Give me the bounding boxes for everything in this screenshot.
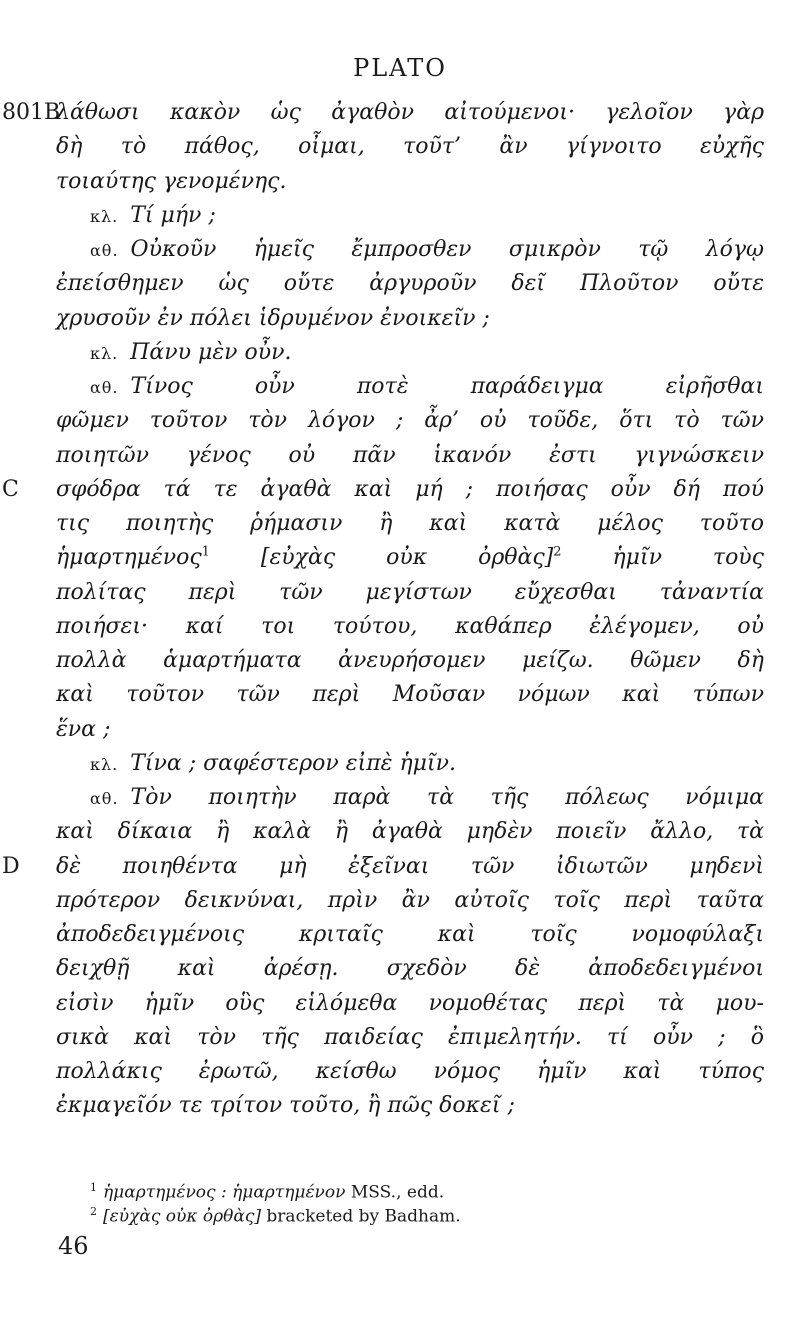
text-line: [2, 473, 764, 507]
text-line: [56, 815, 764, 849]
footnote-ref: 1: [201, 544, 210, 560]
text-line: [56, 576, 764, 610]
text-line: [56, 336, 764, 370]
line-text: τοιαύτης γενομένης.: [56, 168, 287, 194]
line-text: ἐκμαγεῖόν τε τρίτον τοῦτο, ἢ πῶς δοκεῖ ;: [56, 1093, 515, 1119]
footnote-number: 2: [90, 1205, 97, 1218]
line-text: δὲ ποιηθέντα μὴ ἐξεῖναι τῶν ἰδιωτῶν μηδενὶ: [56, 853, 764, 879]
text-line: [56, 404, 764, 438]
footnote-text: MSS., edd.: [345, 1182, 445, 1203]
text-line: [56, 644, 764, 678]
footnote-ref: 2: [553, 544, 562, 560]
line-text: ποιητῶν γένος οὐ πᾶν ἱκανόν ἐστι γιγνώσκειν: [56, 442, 764, 468]
text-line: [56, 987, 764, 1021]
text-line: [56, 302, 764, 336]
text-line: [56, 747, 764, 781]
text-line: [56, 541, 764, 575]
text-line: [56, 370, 764, 404]
stephanus-marker: C: [2, 476, 19, 502]
line-text: ἕνα ;: [56, 716, 111, 742]
text-line: [56, 918, 764, 952]
line-text: πρότερον δεικνύναι, πρὶν ἂν αὐτοῖς τοῖς περὶ ταῦτα: [56, 887, 764, 913]
line-text: Τίνος οὖν ποτὲ παράδειγμα εἰρῆσθαι: [130, 374, 764, 399]
line-text: Τί μήν ;: [130, 202, 216, 228]
text-line: [56, 678, 764, 712]
line-text: δὴ τὸ πάθος, οἶμαι, τοῦτ’ ἂν γίγνοιτο εὐχῆς: [56, 134, 764, 160]
footnotes: [56, 1176, 764, 1227]
text-line: [56, 165, 764, 199]
line-text: πολίτας περὶ τῶν μεγίστων εὔχεσθαι τἀναντία: [56, 579, 764, 605]
text-line: [56, 439, 764, 473]
line-text: καὶ δίκαια ἢ καλὰ ἢ ἀγαθὰ μηδὲν ποιεῖν ἄλλο, τὰ: [56, 819, 764, 845]
text-line: [56, 267, 764, 301]
line-text: ἡμῖν τοὺς: [561, 545, 765, 571]
speaker-label: αθ.: [90, 789, 119, 808]
text-line: [56, 1021, 764, 1055]
text-line: [56, 233, 764, 267]
speaker-label: αθ.: [90, 241, 119, 260]
line-text: [εὐχὰς οὐκ ὀρθὰς]: [209, 545, 554, 571]
text-line: [56, 507, 764, 541]
text-line: [56, 1089, 764, 1123]
line-text: δειχθῇ καὶ ἀρέσῃ. σχεδὸν δὲ ἀποδεδειγμένοι: [56, 956, 764, 982]
text-line: [2, 96, 764, 130]
text-line: [56, 1055, 764, 1089]
line-text: καὶ τοῦτον τῶν περὶ Μοῦσαν νόμων καὶ τύπων: [56, 682, 764, 708]
line-text: Τίνα ; σαφέστερον εἰπὲ ἡμῖν.: [130, 750, 456, 776]
running-head: PLATO: [353, 54, 447, 82]
footnote: [56, 1200, 764, 1227]
text-line: [56, 610, 764, 644]
line-text: πολλάκις ἐρωτῶ, κείσθω νόμος ἡμῖν καὶ τύπος: [56, 1059, 764, 1084]
footnote-greek: ἡμαρτημένος : ἡμαρτημένον: [103, 1182, 346, 1203]
text-line: [56, 713, 764, 747]
line-text: σικὰ καὶ τὸν τῆς παιδείας ἐπιμελητήν. τί οὖν ; ὃ: [56, 1024, 764, 1050]
text-line: [56, 952, 764, 986]
line-text: τις ποιητὴς ῥήμασιν ἢ καὶ κατὰ μέλος τοῦτο: [56, 511, 764, 536]
text-line: [56, 199, 764, 233]
text-line: [56, 130, 764, 164]
page-number: 46: [58, 1232, 89, 1260]
speaker-label: κλ.: [90, 206, 119, 226]
line-text: χρυσοῦν ἐν πόλει ἱδρυμένον ἐνοικεῖν ;: [56, 305, 490, 331]
line-text: σφόδρα τά τε ἀγαθὰ καὶ μή ; ποιήσας οὖν δή πού: [56, 476, 764, 502]
line-text: ποιήσει· καί τοι τούτου, καθάπερ ἐλέγομεν, οὐ: [56, 613, 764, 639]
line-text: ἡμαρτημένος: [56, 545, 202, 571]
footnote-text: bracketed by Badham.: [261, 1206, 461, 1227]
stephanus-marker: D: [2, 853, 20, 879]
footnote: [56, 1176, 764, 1203]
main-text: [2, 96, 765, 1124]
speaker-label: αθ.: [90, 378, 119, 397]
line-text: πολλὰ ἁμαρτήματα ἀνευρήσομεν μείζω. θῶμεν δὴ: [56, 648, 764, 673]
line-text: Οὐκοῦν ἡμεῖς ἔμπροσθεν σμικρὸν τῷ λόγῳ: [130, 237, 764, 262]
stephanus-marker: 801B: [2, 100, 61, 125]
line-text: λάθωσι κακὸν ὡς ἀγαθὸν αἰτούμενοι· γελοῖον γὰρ: [56, 100, 764, 125]
speaker-label: κλ.: [90, 754, 119, 774]
text-line: [56, 884, 764, 918]
line-text: Τὸν ποιητὴν παρὰ τὰ τῆς πόλεως νόμιμα: [130, 785, 764, 810]
footnote-number: 1: [90, 1181, 97, 1194]
line-text: φῶμεν τοῦτον τὸν λόγον ; ἆρ’ οὐ τοῦδε, ὅτι τὸ τῶν: [56, 408, 764, 434]
speaker-label: κλ.: [90, 343, 119, 363]
line-text: Πάνυ μὲν οὖν.: [130, 339, 292, 365]
line-text: εἰσὶν ἡμῖν οὓς εἱλόμεθα νομοθέτας περὶ τὰ μου-: [56, 990, 764, 1016]
text-line: [2, 850, 764, 884]
line-text: ἀποδεδειγμένοις κριταῖς καὶ τοῖς νομοφύλαξι: [56, 922, 764, 947]
text-line: [56, 781, 764, 815]
footnote-greek: [εὐχὰς οὐκ ὀρθὰς]: [103, 1206, 262, 1227]
line-text: ἐπείσθημεν ὡς οὔτε ἀργυροῦν δεῖ Πλοῦτον οὔτε: [56, 271, 764, 297]
